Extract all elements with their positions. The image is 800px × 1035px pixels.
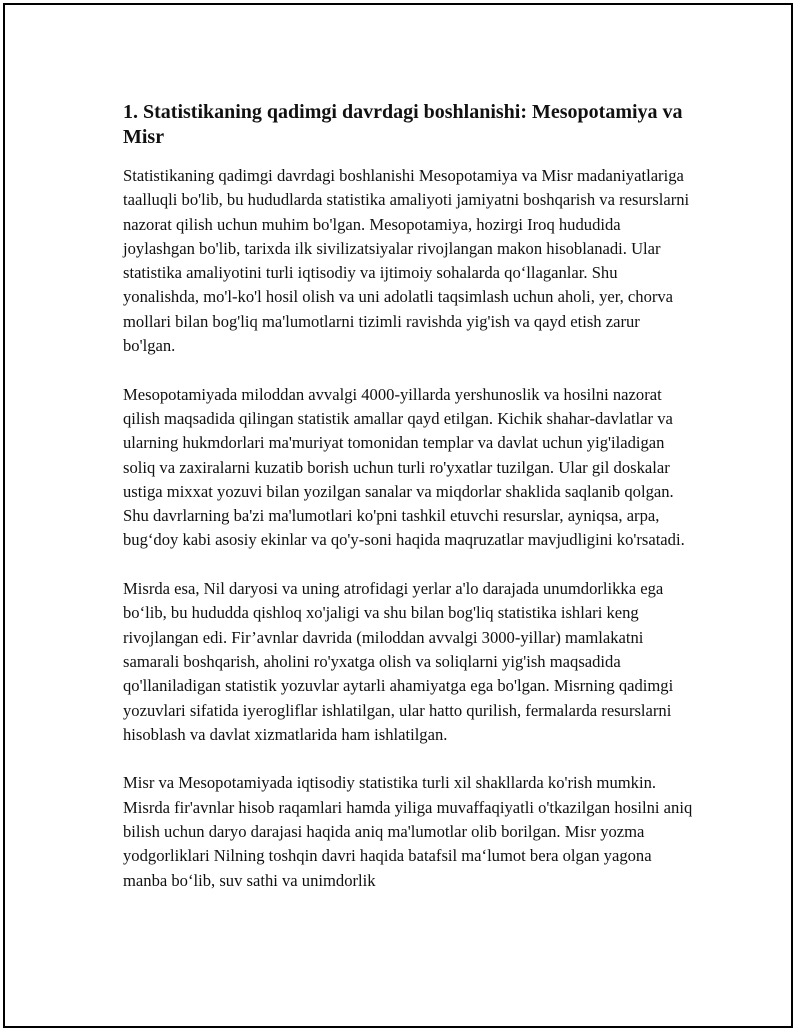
paragraph-2: Mesopotamiyada miloddan avvalgi 4000-yillarda yershunoslik va hosilni nazorat qilish maqsadida qilingan statistik amallar qayd etilgan. Kichik shahar-davlatlar va ularning hukmdorlari ma'muriyat tomonidan templar va davlat uchun yig'iladigan soliq va zaxiralarni kuzatib borish uchun turli ro'yxatlar tuzilgan. Ular gil doskalar ustiga mixxat yozuvi bilan yozilgan sanalar va miqdorlar shaklida saqlanib qolgan. Shu davrlarning ba'zi ma'lumotlari ko'pni tashkil etuvchi resurslar, ayniqsa, arpa, bug‘doy kabi asosiy ekinlar va qo'y-soni haqida maqruzatlar mavjudligini ko'rsatadi. bbox=[123, 384, 685, 550]
page-frame bbox=[3, 3, 793, 1028]
section-heading: 1. Statistikaning qadimgi davrdagi boshlanishi: Mesopotamiya va Misr bbox=[123, 101, 683, 148]
document-body bbox=[123, 100, 693, 917]
paragraph-1: Statistikaning qadimgi davrdagi boshlanishi Mesopotamiya va Misr madaniyatlariga taalluqli bo'lib, bu hududlarda statistika amaliyoti jamiyatni boshqarish va resurslarni nazorat qilish uchun muhim bo'lgan. Mesopotamiya, hozirgi Iroq hududida joylashgan bo'lib, tarixda ilk sivilizatsiyalar rivojlangan makon hisoblanadi. Ular statistika amaliyotini turli iqtisodiy va ijtimoiy sohalarda qo‘llaganlar. Shu yonalishda, mo'l-ko'l hosil olish va uni adolatli taqsimlash uchun aholi, yer, chorva mollari bilan bog'liq ma'lumotlarni tizimli ravishda yig'ish va qayd etish zarur bo'lgan. bbox=[123, 166, 690, 356]
paragraph-3: Misrda esa, Nil daryosi va uning atrofidagi yerlar a'lo darajada unumdorlikka ega bo‘lib, bu hududda qishloq xo'jaligi va shu bilan bog'liq statistika ishlari keng rivojlangan edi. Fir’avnlar davrida (miloddan avvalgi 3000-yillar) mamlakatni samarali boshqarish, aholini ro'yxatga olish va soliqlarni yig'ish maqsadida qo'llaniladigan statistik yozuvlar aytarli ahamiyatga ega bo'lgan. Misrning qadimgi yozuvlari sifatida iyerogliflar ishlatilgan, ular hatto qurilish, fermalarda resurslarni hisoblash va davlat xizmatlarida ham ishlatilgan. bbox=[123, 579, 674, 744]
paragraph-4: Misr va Mesopotamiyada iqtisodiy statistika turli xil shakllarda ko'rish mumkin. Misrda fir'avnlar hisob raqamlari hamda yiliga muvaffaqiyatli o'tkazilgan hosilni aniq bilish uchun daryo darajasi haqida aniq ma'lumotlar olib borilgan. Misr yozma yodgorliklari Nilning toshqin davri haqida batafsil ma‘lumot bera olgan yagona manba bo‘lib, suv sathi va unimdorlik bbox=[123, 773, 693, 890]
